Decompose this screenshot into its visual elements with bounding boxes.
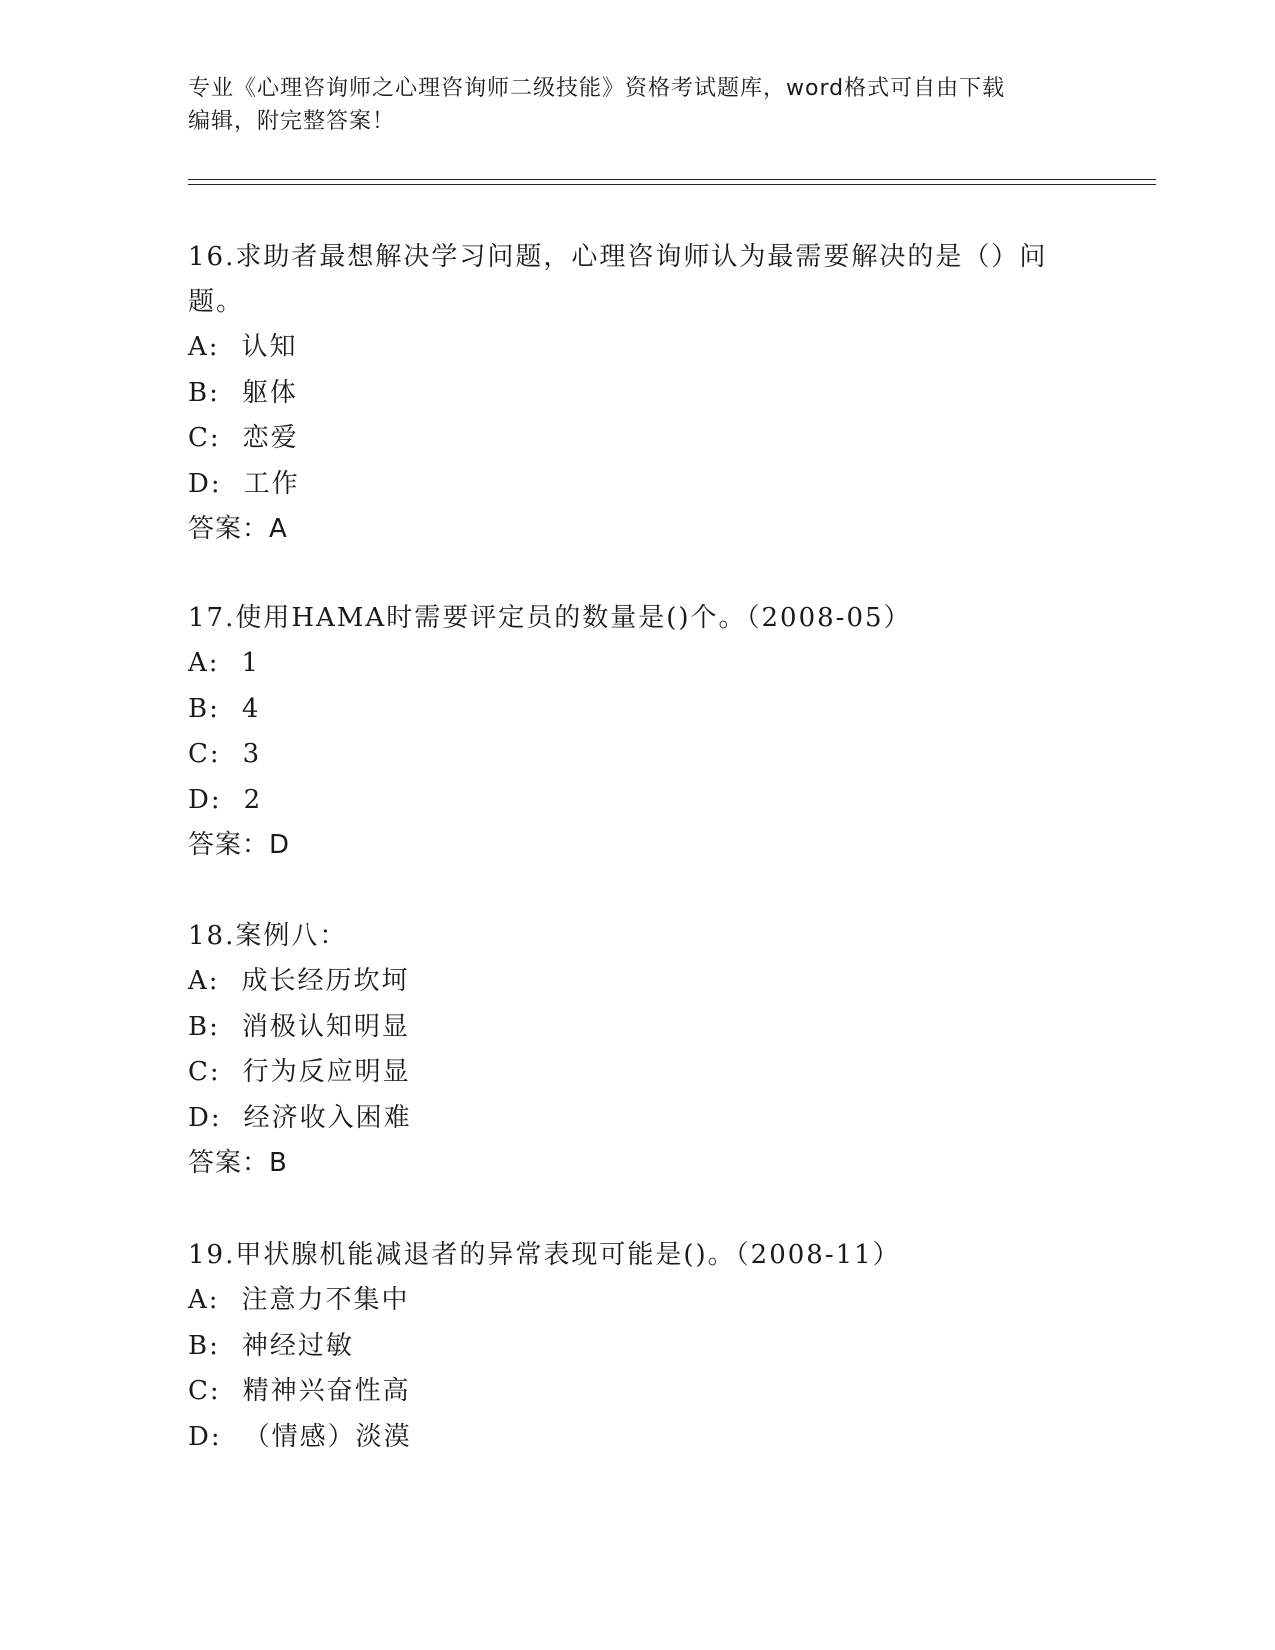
option-a xyxy=(188,641,1088,687)
option-text: 认知 xyxy=(241,332,298,362)
option-d xyxy=(188,778,1088,824)
question-19 xyxy=(188,1233,1088,1460)
option-text: 恋爱 xyxy=(242,423,299,453)
option-letter: D: xyxy=(188,1102,222,1133)
option-b xyxy=(188,1324,1088,1370)
question-text-line-1: 求助者最想解决学习问题，心理咨询师认为最需要解决的是（）问 xyxy=(235,242,1048,272)
option-text: 2 xyxy=(243,784,263,815)
question-18-stem xyxy=(188,914,1088,959)
option-text: 行为反应明显 xyxy=(242,1057,411,1087)
option-a xyxy=(188,1278,1088,1324)
header-line-2: 编辑，附完整答案！ xyxy=(188,109,396,134)
question-text-line-1: 案例八： xyxy=(235,921,348,951)
option-letter: C: xyxy=(188,423,221,453)
option-c xyxy=(188,732,1088,778)
option-text: 精神兴奋性高 xyxy=(242,1376,411,1406)
question-16 xyxy=(188,235,1088,553)
option-text: 1 xyxy=(241,648,261,678)
option-letter: A: xyxy=(188,966,220,996)
option-text: 4 xyxy=(241,693,261,724)
option-letter: D: xyxy=(188,1421,222,1452)
option-c xyxy=(188,1369,1088,1415)
question-text-line-1: 使用HAMA时需要评定员的数量是()个。（2008-05） xyxy=(235,603,912,633)
option-letter: B: xyxy=(188,1330,220,1361)
option-text: 经济收入困难 xyxy=(243,1102,412,1133)
question-17 xyxy=(188,596,1088,869)
option-text: （情感）淡漠 xyxy=(243,1421,412,1452)
option-letter: C: xyxy=(188,1376,221,1406)
option-letter: D: xyxy=(188,784,222,815)
option-letter: A: xyxy=(188,1285,220,1315)
question-16-stem xyxy=(188,235,1088,280)
answer-17: 答案：D xyxy=(188,830,291,860)
question-18 xyxy=(188,914,1088,1187)
option-text: 消极认知明显 xyxy=(241,1011,410,1042)
answer-16: 答案：A xyxy=(188,514,288,544)
answer-18: 答案：B xyxy=(188,1148,288,1178)
question-text-line-2: 题。 xyxy=(188,287,245,317)
question-number: 18. xyxy=(188,921,236,951)
question-number: 16. xyxy=(188,242,236,272)
option-letter: C: xyxy=(188,1057,221,1087)
header-divider-bottom xyxy=(188,184,1156,185)
question-number: 17. xyxy=(188,603,236,633)
question-19-stem xyxy=(188,1233,1088,1278)
option-text: 躯体 xyxy=(241,377,298,408)
option-letter: D: xyxy=(188,468,222,499)
option-letter: B: xyxy=(188,377,220,408)
document-header xyxy=(188,72,1088,138)
option-a xyxy=(188,959,1088,1005)
option-b xyxy=(188,687,1088,733)
option-c xyxy=(188,1050,1088,1096)
option-text: 成长经历坎坷 xyxy=(241,966,410,996)
option-d xyxy=(188,1096,1088,1142)
question-17-stem xyxy=(188,596,1088,641)
option-text: 工作 xyxy=(243,468,300,499)
option-text: 注意力不集中 xyxy=(241,1285,410,1315)
option-b xyxy=(188,1005,1088,1051)
option-letter: A: xyxy=(188,332,220,362)
option-a xyxy=(188,325,1088,371)
option-letter: B: xyxy=(188,693,220,724)
option-text: 3 xyxy=(242,739,262,769)
header-divider-top xyxy=(188,179,1156,180)
option-d xyxy=(188,1415,1088,1461)
option-text: 神经过敏 xyxy=(241,1330,354,1361)
option-d xyxy=(188,462,1088,508)
option-b xyxy=(188,371,1088,417)
option-c xyxy=(188,416,1088,462)
question-text-line-1: 甲状腺机能减退者的异常表现可能是()。（2008-11） xyxy=(235,1240,901,1270)
option-letter: A: xyxy=(188,648,220,678)
option-letter: C: xyxy=(188,739,221,769)
header-line-1: 专业《心理咨询师之心理咨询师二级技能》资格考试题库，word格式可自由下载 xyxy=(188,76,1006,101)
option-letter: B: xyxy=(188,1011,220,1042)
question-number: 19. xyxy=(188,1240,236,1270)
